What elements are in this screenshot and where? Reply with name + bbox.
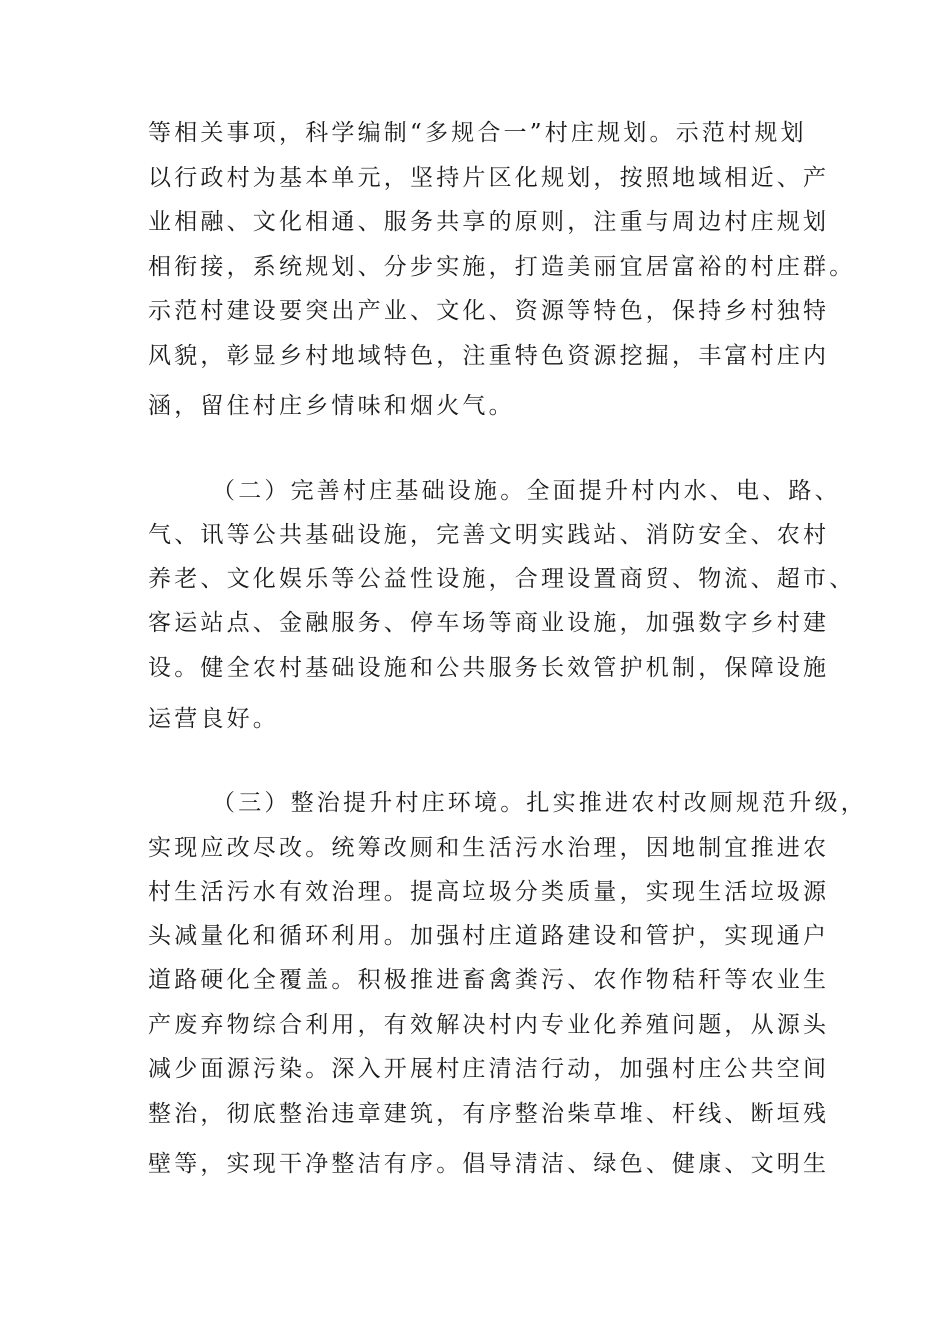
text-line: 客运站点、金融服务、停车场等商业设施，加强数字乡村建 bbox=[148, 610, 830, 636]
text-line: 养老、文化娱乐等公益性设施，合理设置商贸、物流、超市、 bbox=[148, 566, 856, 592]
text-line: 以行政村为基本单元，坚持片区化规划，按照地域相近、产 bbox=[148, 165, 830, 191]
text-line: 相衔接，系统规划、分步实施，打造美丽宜居富裕的村庄群。 bbox=[148, 254, 856, 280]
text-line: 设。健全农村基础设施和公共服务长效管护机制，保障设施 bbox=[148, 655, 830, 681]
text-line: 减少面源污染。深入开展村庄清洁行动，加强村庄公共空间 bbox=[148, 1056, 830, 1082]
text-line: 道路硬化全覆盖。积极推进畜禽粪污、农作物秸秆等农业生 bbox=[148, 967, 830, 993]
text-line: （三）整治提升村庄环境。扎实推进农村改厕规范升级， bbox=[212, 790, 867, 816]
text-line: 示范村建设要突出产业、文化、资源等特色，保持乡村独特 bbox=[148, 298, 830, 324]
text-line: 运营良好。 bbox=[148, 706, 279, 732]
text-line: 村生活污水有效治理。提高垃圾分类质量，实现生活垃圾源 bbox=[148, 879, 830, 905]
text-line: （二）完善村庄基础设施。全面提升村内水、电、路、 bbox=[212, 478, 841, 504]
text-line: 实现应改尽改。统筹改厕和生活污水治理，因地制宜推进农 bbox=[148, 835, 830, 861]
text-line: 产废弃物综合利用，有效解决村内专业化养殖问题，从源头 bbox=[148, 1012, 830, 1038]
text-line: 风貌，彰显乡村地域特色，注重特色资源挖掘，丰富村庄内 bbox=[148, 343, 830, 369]
text-line: 壁等，实现干净整洁有序。倡导清洁、绿色、健康、文明生 bbox=[148, 1151, 830, 1177]
text-line: 头减量化和循环利用。加强村庄道路建设和管护，实现通户 bbox=[148, 923, 830, 949]
text-line: 等相关事项，科学编制“多规合一”村庄规划。示范村规划 bbox=[148, 120, 807, 146]
text-line: 气、讯等公共基础设施，完善文明实践站、消防安全、农村 bbox=[148, 522, 830, 548]
text-line: 涵，留住村庄乡情味和烟火气。 bbox=[148, 393, 515, 419]
text-line: 业相融、文化相通、服务共享的原则，注重与周边村庄规划 bbox=[148, 209, 830, 235]
text-line: 整治，彻底整治违章建筑，有序整治柴草堆、杆线、断垣残 bbox=[148, 1101, 830, 1127]
